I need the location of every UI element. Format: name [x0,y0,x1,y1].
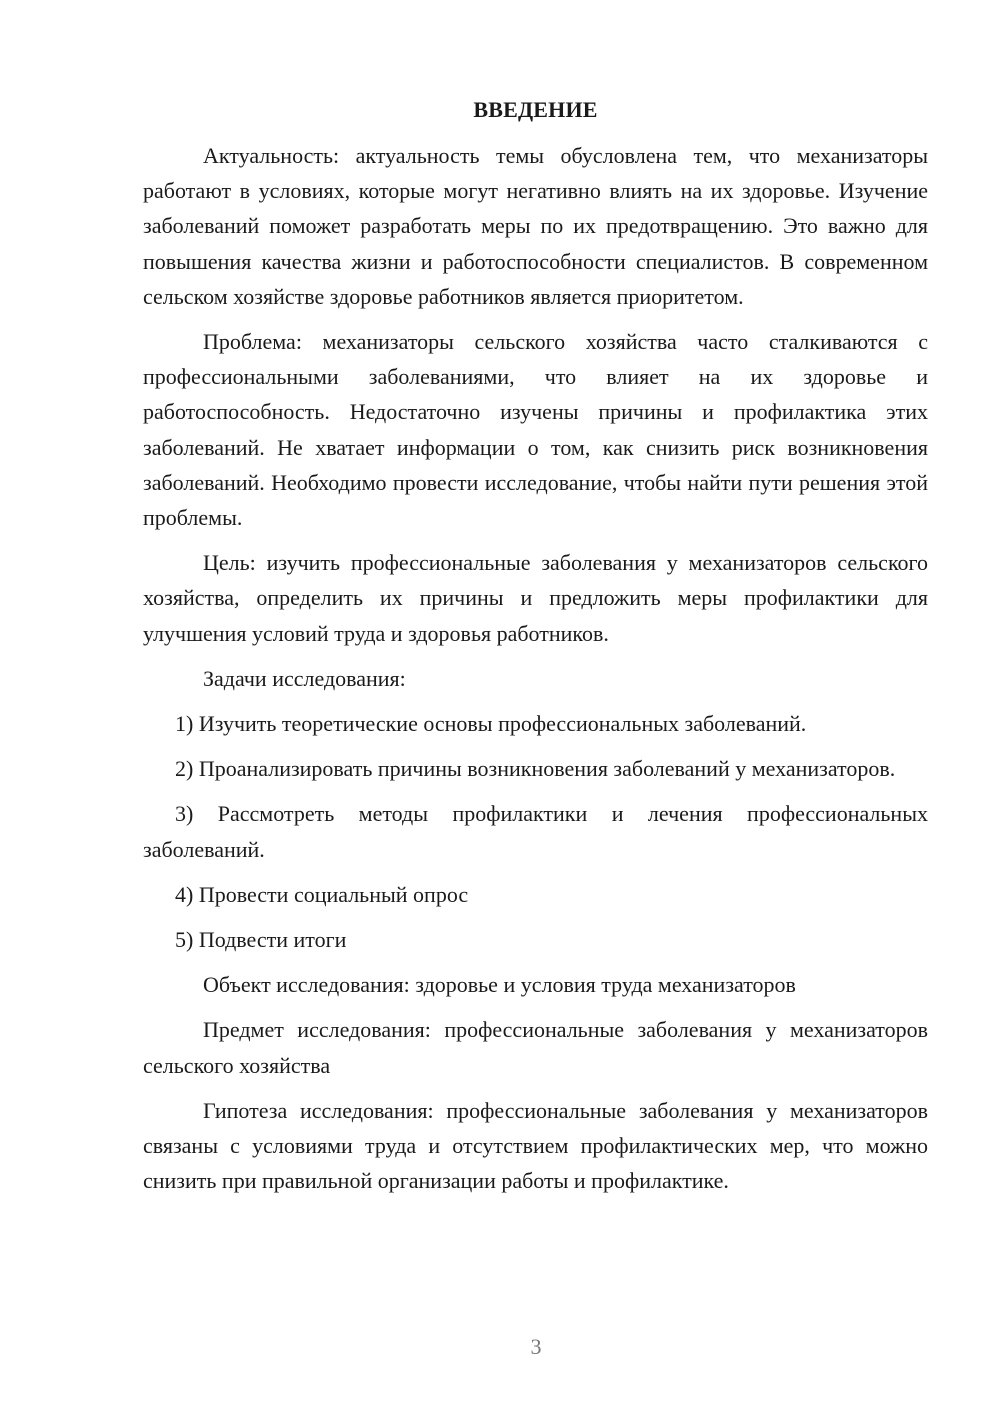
page-number: 3 [530,1334,542,1359]
task-item-1: 1) Изучить теоретические основы профессиональных заболеваний. [175,711,807,737]
page-content [143,95,928,1208]
task-item-4: 4) Провести социальный опрос [175,881,469,907]
task-item-2: 2) Проанализировать причины возникновения заболеваний у механизаторов. [175,756,896,782]
task-item-3: 3) Рассмотреть методы профилактики и лечения профессиональных заболеваний. [143,801,928,862]
problem-paragraph: Проблема: механизаторы сельского хозяйства часто сталкиваются с профессиональными заболеваниями, что влияет на их здоровье и работоспособность. Недостаточно изучены причины и профилактика этих заболеваний. Не хватает информации о том, как снизить риск возникновения заболеваний. Необходимо провести исследование, чтобы найти пути решения этой проблемы. [143,329,928,531]
relevance-paragraph: Актуальность: актуальность темы обусловлена тем, что механизаторы работают в условиях, которые могут негативно влиять на их здоровье. Изучение заболеваний поможет разработать меры по их предотвращению. Это важно для повышения качества жизни и работоспособности специалистов. В современном сельском хозяйстве здоровье работников является приоритетом. [143,143,928,309]
tasks-heading: Задачи исследования: [203,665,406,691]
goal-paragraph: Цель: изучить профессиональные заболевания у механизаторов сельского хозяйства, определить их причины и предложить меры профилактики для улучшения условий труда и здоровья работников. [143,550,928,646]
section-title: ВВЕДЕНИЕ [473,97,598,122]
task-item-5: 5) Подвести итоги [175,927,347,953]
subject-paragraph: Предмет исследования: профессиональные заболевания у механизаторов сельского хозяйства [143,1017,928,1078]
hypothesis-paragraph: Гипотеза исследования: профессиональные заболевания у механизаторов связаны с условиями труда и отсутствием профилактических мер, что можно снизить при правильной организации работы и профилактике. [143,1097,928,1194]
object-paragraph: Объект исследования: здоровье и условия труда механизаторов [203,972,796,998]
